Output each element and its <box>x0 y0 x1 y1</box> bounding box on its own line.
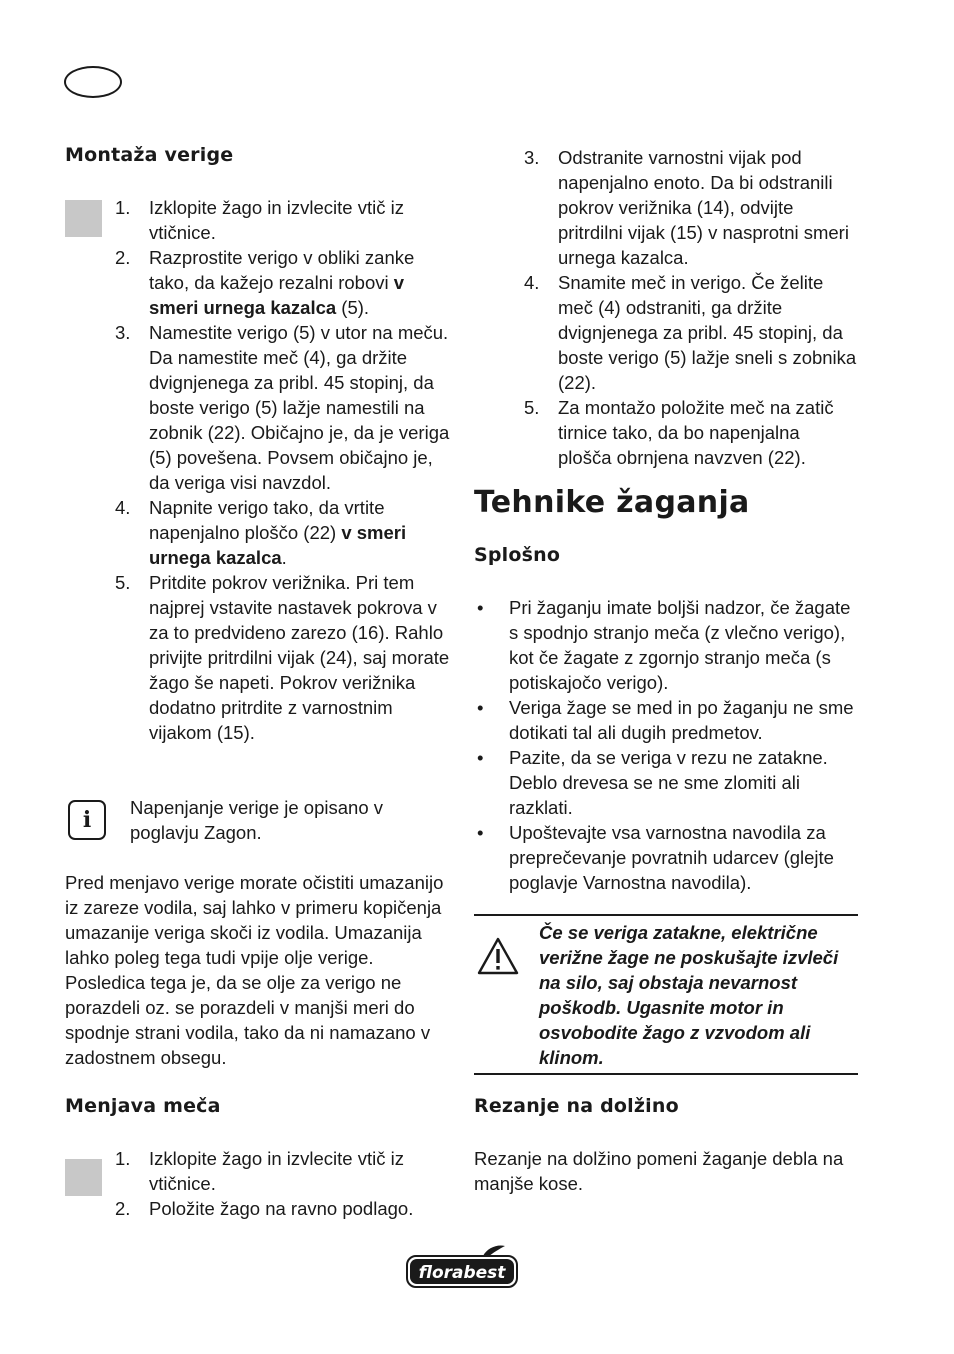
section-heading-rezanje: Rezanje na dolžino <box>474 1095 679 1117</box>
bullet-dot: • <box>477 597 484 618</box>
list-item <box>524 395 858 470</box>
list-item <box>115 245 450 320</box>
info-icon: i <box>68 800 106 840</box>
list-item <box>115 570 450 745</box>
step-number: 2. <box>115 1198 131 1219</box>
bar-change-steps-continued <box>524 145 858 470</box>
bullet-text: Veriga žage se med in po žaganju ne sme dotikati tal ali dugih predmetov. <box>509 697 854 743</box>
step-number: 2. <box>115 247 131 268</box>
page-section-title: Tehnike žaganja <box>474 485 750 520</box>
step-number: 5. <box>115 572 131 593</box>
bullet-text: Pri žaganju imate boljši nadzor, če žagate s spodnjo stranjo meča (z vlečno verigo), kot če žagate z zgornjo stranjo meča (s potiskajočo verigo). <box>509 597 851 693</box>
step-number: 1. <box>115 1148 131 1169</box>
bullet-item <box>474 745 858 820</box>
bullet-dot: • <box>477 697 484 718</box>
bold-emphasis: v smeri urnega kazalca <box>149 272 405 318</box>
step-text: Razprostite verigo v obliki zanke tako, da kažejo rezalni robovi <box>149 247 415 293</box>
list-item <box>115 1146 450 1196</box>
chain-cleaning-paragraph: Pred menjavo verige morate očistiti umazanijo iz zareze vodila, saj lahko v primeru kopičenja umazanije veriga skoči iz vodila. Umazanija lahko poleg tega tudi vpije olje verige. Posledica tega je, da se olje za verigo ne porazdeli oz. se porazdeli v manjši meri do spodnje strani vodila, tako da ni namazano v zadostnem obsegu. <box>65 872 444 1068</box>
step-text: Odstranite varnostni vijak pod napenjalno enoto. Da bi odstranili pokrov verižnika (14), odvijte pritrdilni vijak (15) v nasprotni smeri urnega kazalca. <box>558 147 849 268</box>
list-item <box>115 320 450 495</box>
list-item <box>115 495 450 570</box>
step-text: Pritdite pokrov verižnika. Pri tem najprej vstavite nastavek pokrova v za to predvideno zarezo (16). Rahlo privijte pritrdilni vijak (24), saj morate žago še napeti. Pokrov verižnika dodatno pritrdite z varnostnim vijakom (15). <box>149 572 450 743</box>
bullet-text: Pazite, da se veriga v rezu ne zatakne. Deblo drevesa se ne sme zlomiti ali razklati. <box>509 747 828 818</box>
list-item <box>524 145 858 270</box>
bullet-item <box>474 820 858 895</box>
logo-text: florabest <box>418 1263 506 1283</box>
bold-emphasis: v smeri urnega kazalca <box>149 522 407 568</box>
step-number: 5. <box>524 397 540 418</box>
mounting-steps-list <box>115 195 450 745</box>
section-heading-montaza-verige: Montaža verige <box>65 144 234 166</box>
subheading-splosno: Splošno <box>474 544 561 566</box>
list-item <box>115 195 450 245</box>
bullet-dot: • <box>477 747 484 768</box>
bar-change-steps-list <box>115 1146 450 1221</box>
step-marker-box <box>65 1159 102 1196</box>
bullet-item <box>474 695 858 745</box>
florabest-logo <box>405 1244 519 1289</box>
warning-box <box>474 914 858 1075</box>
step-text: Napnite verigo tako, da vrtite napenjalno ploščo (22) <box>149 497 385 543</box>
section-heading-menjava-meca: Menjava meča <box>65 1095 221 1117</box>
step-marker-box <box>65 200 102 237</box>
step-text: Snamite meč in verigo. Če želite meč (4) odstraniti, ga držite dvignjenega za pribl. 45 stopinj, da boste verigo (5) lažje sneli s zobnika (22). <box>558 272 857 393</box>
step-number: 3. <box>524 147 540 168</box>
warning-text: Če se veriga zatakne, električne verižne žage ne poskušajte izvleči na silo, saj obstaja nevarnost poškodb. Ugasnite motor in osvobodite žago z vzvodom ali klinom. <box>539 922 839 1068</box>
general-bullets-list <box>474 595 858 895</box>
step-text: Namestite verigo (5) v utor na meču. Da namestite meč (4), ga držite dvignjenega za pribl. 45 stopinj, da boste verigo (5) lažje namestili na zobnik (22). Običajno je, da je veriga (5) povešena. Povsem običajno je, da veriga visi navzdol. <box>149 322 450 493</box>
bullet-text: Upoštevajte vsa varnostna navodila za preprečevanje povratnih udarcev (glejte poglavje Varnostna navodila). <box>509 822 834 893</box>
step-text: Izklopite žago in izvlecite vtič iz vtičnice. <box>149 1148 404 1194</box>
step-text: . <box>281 547 287 568</box>
list-item <box>524 270 858 395</box>
step-number: 1. <box>115 197 131 218</box>
info-note: Napenjanje verige je opisano v poglavju Zagon. <box>130 797 384 843</box>
step-text: Položite žago na ravno podlago. <box>149 1198 414 1219</box>
list-item <box>115 1196 450 1221</box>
language-badge <box>64 66 122 98</box>
warning-triangle-icon <box>476 936 520 976</box>
length-cut-paragraph: Rezanje na dolžino pomeni žaganje debla na manjše kose. <box>474 1148 844 1194</box>
step-text: Izklopite žago in izvlecite vtič iz vtičnice. <box>149 197 404 243</box>
step-text: (5). <box>336 297 370 318</box>
step-text: Za montažo položite meč na zatič tirnice tako, da bo napenjalna plošča obrnjena navzven (22). <box>558 397 834 468</box>
bullet-item <box>474 595 858 695</box>
step-number: 4. <box>524 272 540 293</box>
bullet-dot: • <box>477 822 484 843</box>
step-number: 4. <box>115 497 131 518</box>
step-number: 3. <box>115 322 131 343</box>
